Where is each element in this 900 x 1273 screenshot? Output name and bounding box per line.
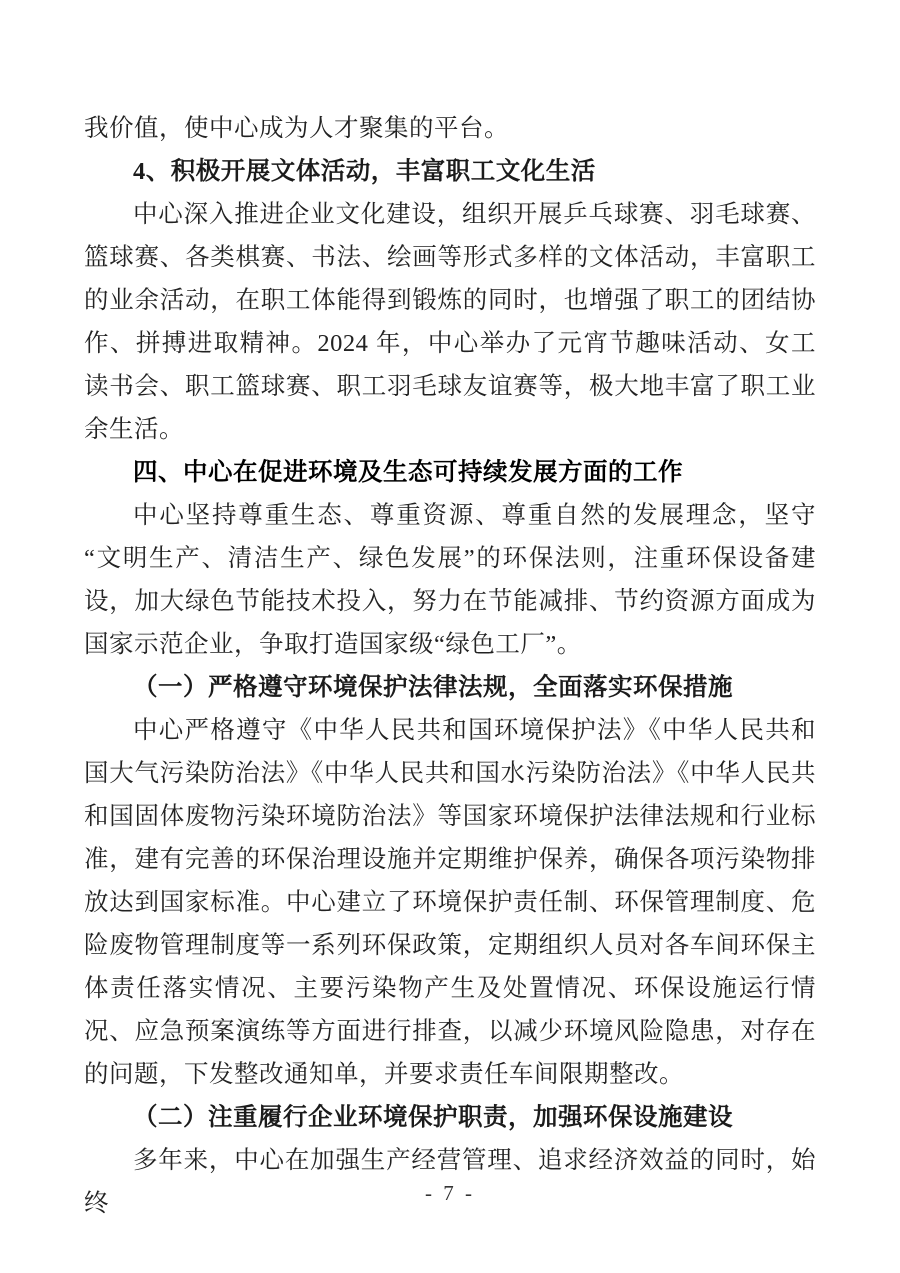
paragraph: 多年来，中心在加强生产经营管理、追求经济效益的同时，始终 [84, 1147, 816, 1217]
paragraph-continuation: 我价值，使中心成为人才聚集的平台。 [84, 115, 509, 142]
paragraph: 中心深入推进企业文化建设，组织开展乒乓球赛、羽毛球赛、篮球赛、各类棋赛、书法、绘画等形式多样的文体活动，丰富职工的业余活动，在职工体能得到锻炼的同时，也增强了职工的团结协作、拼搏进取精神。2024 年，中心举办了元宵节趣味活动、女工读书会、职工篮球赛、职工羽毛球友谊赛等，极大地丰富了职工业余生活。 [84, 201, 816, 443]
heading-numbered-4: 4、积极开展文体活动，丰富职工文化生活 [133, 158, 596, 185]
heading-sub-2: （二）注重履行企业环境保护职责，加强环保设施建设 [133, 1104, 733, 1131]
heading-section-4: 四、中心在促进环境及生态可持续发展方面的工作 [133, 459, 683, 486]
document-body [84, 107, 816, 1225]
heading-sub-1: （一）严格遵守环境保护法律法规，全面落实环保措施 [133, 674, 733, 701]
paragraph: 中心坚持尊重生态、尊重资源、尊重自然的发展理念，坚守“文明生产、清洁生产、绿色发展”的环保法则，注重环保设备建设，加大绿色节能技术投入，努力在节能减排、节约资源方面成为国家示范企业，争取打造国家级“绿色工厂”。 [84, 502, 816, 658]
page-number: - 7 - [425, 1181, 475, 1205]
paragraph: 中心严格遵守《中华人民共和国环境保护法》《中华人民共和国大气污染防治法》《中华人民共和国水污染防治法》《中华人民共和国固体废物污染环境防治法》等国家环境保护法律法规和行业标准，建有完善的环保治理设施并定期维护保养，确保各项污染物排放达到国家标准。中心建立了环境保护责任制、环保管理制度、危险废物管理制度等一系列环保政策，定期组织人员对各车间环保主体责任落实情况、主要污染物产生及处置情况、环保设施运行情况、应急预案演练等方面进行排查，以减少环境风险隐患，对存在的问题，下发整改通知单，并要求责任车间限期整改。 [84, 717, 816, 1088]
